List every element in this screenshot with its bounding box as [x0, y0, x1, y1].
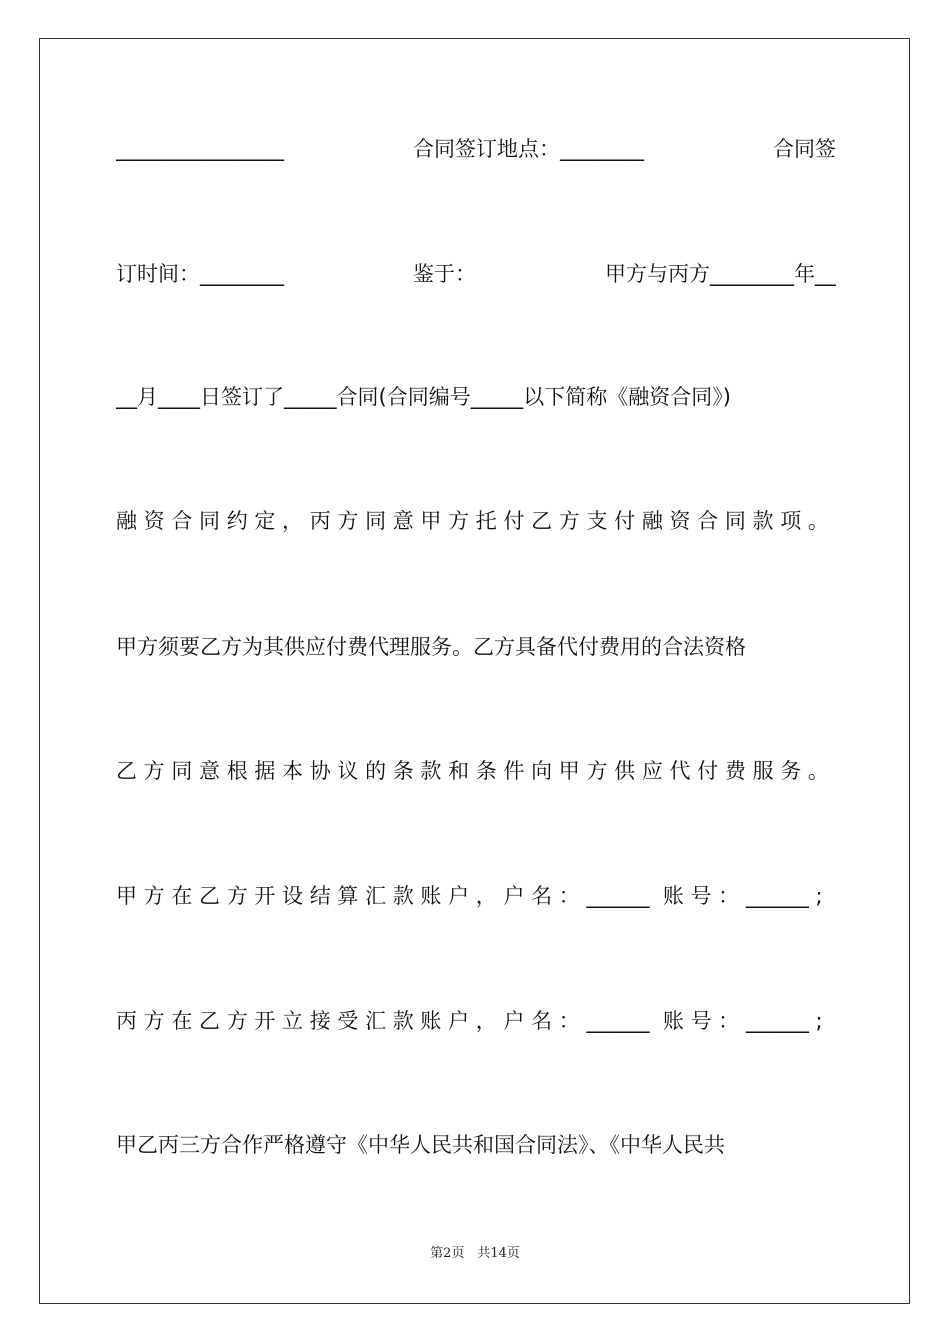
- contract-line-3: __月____日签订了_____合同(合同编号_____以下简称《融资合同》): [116, 385, 731, 409]
- signing-time: 订时间：________: [116, 262, 284, 286]
- page-number-footer: 第2页 共14页: [430, 1246, 520, 1261]
- contract-line-5: 甲方须要乙方为其供应付费代理服务。乙方具备代付费用的合法资格: [116, 635, 746, 659]
- blank-field: ________________: [116, 137, 284, 161]
- contract-line-1: [116, 134, 836, 164]
- page-border: [39, 38, 910, 1304]
- contract-line-6: 乙 方 同 意 根 据 本 协 议 的 条 款 和 条 件 向 甲 方 供 应 代 付 费 服 务 。: [116, 759, 829, 783]
- signing-location: 合同签订地点：________: [413, 137, 644, 161]
- contract-line-8: 丙 方 在 乙 方 开 立 接 受 汇 款 账 户 ， 户 名 ： ______ 账 号 ： ______ ;: [116, 1009, 823, 1033]
- whereas-label: 鉴于：: [413, 262, 476, 286]
- contract-line-4: 融 资 合 同 约 定 ， 丙 方 同 意 甲 方 托 付 乙 方 支 付 融 资 合 同 款 项 。: [116, 509, 829, 533]
- contract-line-7: 甲 方 在 乙 方 开 设 结 算 汇 款 账 户 ， 户 名 ： ______ 账 号 ： ______ ;: [116, 884, 823, 908]
- contract-line-9: 甲乙丙三方合作严格遵守《中华人民共和国合同法》、《中华人民共: [116, 1133, 725, 1157]
- contract-line-2: [116, 259, 836, 289]
- signing-time-start: 合同签: [773, 137, 836, 161]
- party-date: 甲方与丙方________年__: [605, 262, 836, 286]
